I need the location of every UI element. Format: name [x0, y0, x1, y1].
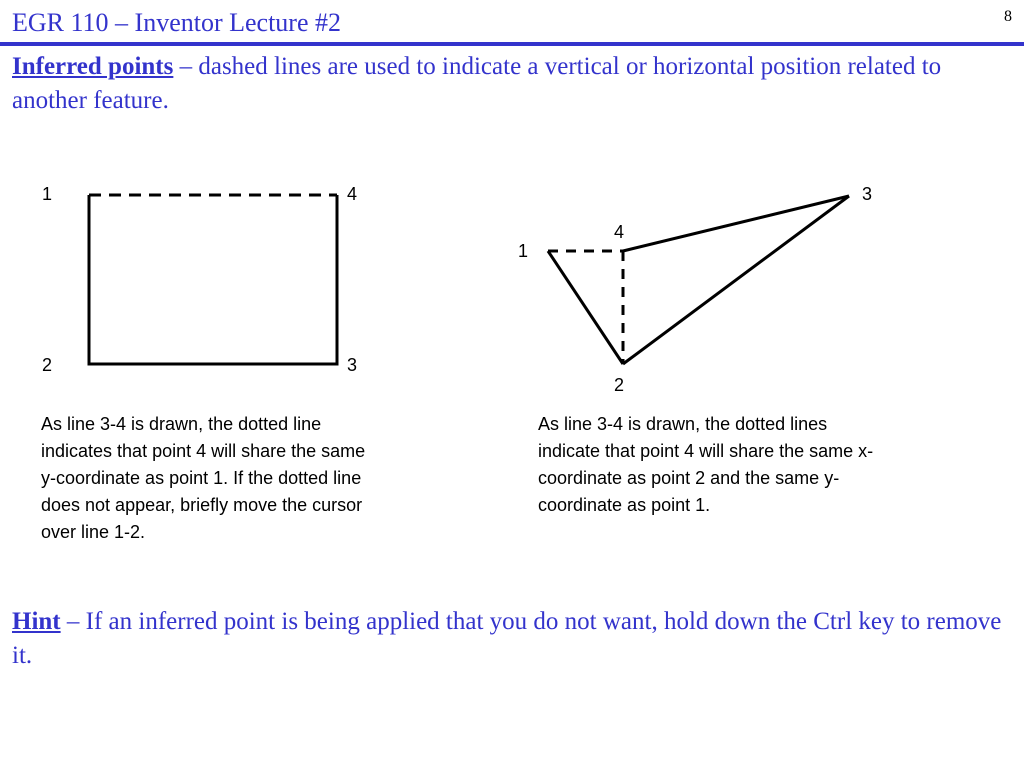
right-point-2-label: 2 [614, 375, 625, 395]
left-solid-lines [89, 195, 337, 364]
right-point-4-label: 4 [614, 222, 625, 242]
hint-text: – If an inferred point is being applied that you do not want, hold down the Ctrl key to remove it. [12, 608, 1002, 669]
hint-paragraph [12, 605, 1002, 673]
left-point-3-label: 3 [347, 355, 358, 375]
left-point-1-label: 1 [42, 184, 53, 204]
page-number: 8 [1004, 8, 1012, 25]
right-point-3-label: 3 [862, 184, 873, 204]
right-caption: As line 3-4 is drawn, the dotted lines indicate that point 4 will share the same x-coordinate as point 2 and the same y-coordinate as point 1. [538, 414, 874, 515]
left-point-2-label: 2 [42, 355, 53, 375]
slide-title: EGR 110 – Inventor Lecture #2 [12, 8, 341, 37]
right-line-3-4 [623, 196, 849, 251]
left-figure [89, 195, 337, 364]
hint-term: Hint [12, 608, 61, 635]
right-line-1-2 [548, 251, 623, 364]
intro-term: Inferred points [12, 53, 174, 80]
left-point-4-label: 4 [347, 184, 358, 204]
right-figure [548, 196, 849, 364]
right-point-1-label: 1 [518, 241, 529, 261]
left-caption: As line 3-4 is drawn, the dotted line indicates that point 4 will share the same y-coordinate as point 1. If the dotted line does not appear, briefly move the cursor over line 1-2. [41, 414, 366, 542]
intro-text: – dashed lines are used to indicate a vertical or horizontal position related to another feature. [12, 53, 942, 114]
right-line-2-3 [623, 196, 849, 364]
